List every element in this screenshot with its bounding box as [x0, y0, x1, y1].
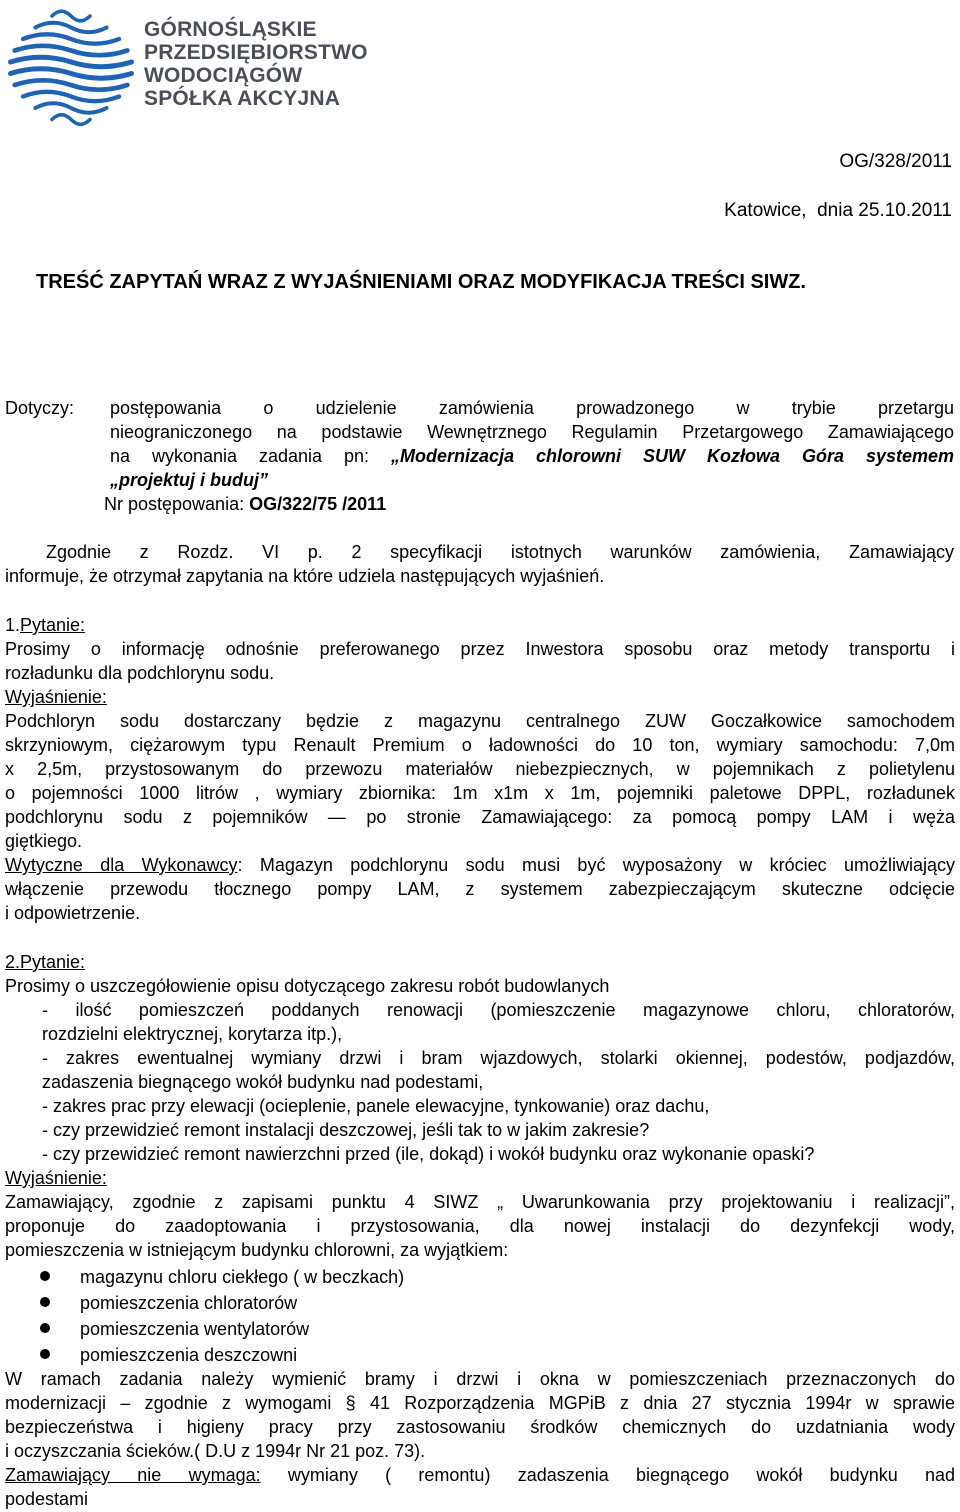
- q2-number: 2.: [5, 952, 21, 972]
- q1-guidelines-text: : Magazyn podchlorynu sodu musi być wyposażony w króciec umożliwiający: [237, 855, 955, 875]
- q2-requirement-2: modernizacji – zgodnie z wymogami § 41 Rozporządzenia MGPiB z dnia 27 stycznia 1994r w sprawie: [5, 1393, 955, 1413]
- wave-stroke: [35, 103, 106, 113]
- concerns-line-2: nieograniczonego na podstawie Wewnętrznego Regulamin Przetargowego Zamawiającego: [110, 422, 954, 442]
- q1-text-2: rozładunku dla podchlorynu sodu.: [5, 663, 275, 683]
- q1-answer-6: giętkiego.: [5, 831, 83, 851]
- logo-line-2: PRZEDSIĘBIORSTWO: [144, 41, 368, 64]
- wave-logo-icon: [6, 6, 136, 130]
- q2-detail-1b: rozdzielni elektrycznej, korytarza itp.),: [42, 1024, 343, 1044]
- wave-stroke: [23, 92, 119, 102]
- logo-line-4: SPÓŁKA AKCYJNA: [144, 87, 341, 110]
- q2-not-required-text: wymiany ( remontu) zadaszenia biegnącego wokół budynku nad: [260, 1465, 956, 1485]
- intro-line-2: informuje, że otrzymał zapytania na które udziela następujących wyjaśnień.: [5, 566, 605, 586]
- concerns-task-prefix: na wykonania zadania pn:: [110, 446, 392, 466]
- q2-requirement-4: i oczyszczania ścieków.( D.U z 1994r Nr 21 poz. 73).: [5, 1441, 426, 1461]
- logo-line-1: GÓRNOŚLĄSKIE: [144, 18, 317, 41]
- q2-requirement-3: bezpieczeństwa i higieny pracy przy zastosowaniu środków chemicznych do uzdatniania wody: [5, 1417, 955, 1437]
- q2-detail-4: - czy przewidzieć remont instalacji deszczowej, jeśli tak to w jakim zakresie?: [42, 1120, 650, 1140]
- procedure-number-line: [104, 492, 386, 516]
- list-item: magazynu chloru ciekłego ( w beczkach): [80, 1267, 405, 1287]
- q1-answer-4: o pojemności 1000 litrów , wymiary zbiornika: 1m x1m x 1m, pojemniki paletowe DPPL, rozładunek: [5, 783, 955, 803]
- q2-answer-label: Wyjaśnienie:: [5, 1168, 107, 1188]
- bullet-dot: [40, 1271, 50, 1281]
- bullet-dot: [40, 1297, 50, 1307]
- q2-detail-5: - czy przewidzieć remont nawierzchni przed (ile, dokąd) i wokół budynku oraz wykonanie opaski?: [42, 1144, 815, 1164]
- q2-detail-2a: - zakres ewentualnej wymiany drzwi i bram wjazdowych, stolarki okiennej, podestów, podjazdów,: [42, 1048, 955, 1068]
- task-name: „Modernizacja chlorowni SUW Kozłowa Góra systemem: [391, 446, 954, 466]
- task-name-cont: „projektuj i buduj”: [110, 470, 268, 490]
- q2-answer-3: pomieszczenia w istniejącym budynku chlorowni, za wyjątkiem:: [5, 1240, 509, 1260]
- list-item: pomieszczenia wentylatorów: [80, 1319, 310, 1339]
- company-logo: [6, 6, 366, 130]
- intro-line-1: Zgodnie z Rozdz. VI p. 2 specyfikacji istotnych warunków zamówienia, Zamawiający: [46, 542, 954, 562]
- q1-guidelines-3: i odpowietrzenie.: [5, 903, 141, 923]
- q1-answer-5: podchlorynu sodu z pojemników — po stronie Zamawiającego: za pomocą pompy LAM i węża: [5, 807, 955, 827]
- q2-answer-2: proponuje do zaadoptowania i przystosowania, dla nowej instalacji do dezynfekcji wody,: [5, 1216, 955, 1236]
- list-item: pomieszczenia deszczowni: [80, 1345, 298, 1365]
- wave-stroke: [11, 69, 132, 79]
- q1-answer-1: Podchloryn sodu dostarczany będzie z magazynu centralnego ZUW Goczałkowice samochodem: [5, 711, 955, 731]
- wave-stroke: [35, 23, 106, 33]
- document-reference: OG/328/2011: [839, 151, 952, 172]
- q1-heading: [5, 613, 85, 637]
- q2-heading: [5, 950, 85, 974]
- wave-stroke: [23, 34, 119, 44]
- procedure-number-label: Nr postępowania:: [104, 494, 250, 514]
- q1-guidelines-2: włączenie przewodu tłocznego pompy LAM, z systemem zabezpieczającym skuteczne odcięcie: [5, 879, 955, 899]
- q2-label: Pytanie:: [20, 952, 86, 972]
- q2-detail-1a: - ilość pomieszczeń poddanych renowacji (pomieszczenie magazynowe chloru, chloratorów,: [42, 1000, 955, 1020]
- q2-text-1: Prosimy o uszczegółowienie opisu dotyczącego zakresu robót budowlanych: [5, 976, 610, 996]
- q1-guidelines-label: Wytyczne dla Wykonawcy: [5, 855, 238, 875]
- concerns-line-1: postępowania o udzielenie zamówienia prowadzonego w trybie przetargu: [110, 398, 954, 418]
- wave-stroke: [15, 80, 128, 90]
- q2-not-required-label: Zamawiający nie wymaga:: [5, 1465, 261, 1485]
- q2-not-required-2: podestami: [5, 1489, 89, 1509]
- q1-guidelines-1: [5, 853, 955, 877]
- wave-stroke: [52, 11, 90, 21]
- logo-line-3: WODOCIĄGÓW: [144, 64, 303, 87]
- list-item: pomieszczenia chloratorów: [80, 1293, 298, 1313]
- bullet-dot: [40, 1349, 50, 1359]
- q1-answer-3: x 2,5m, przystosowanym do przewozu materiałów niebezpiecznych, w pojemnikach z polietylenu: [5, 759, 955, 779]
- q1-label: Pytanie:: [20, 615, 86, 635]
- wave-stroke: [15, 46, 128, 56]
- wave-stroke: [11, 57, 132, 67]
- q2-detail-2b: zadaszenia biegnącego wokół budynku nad podestami,: [42, 1072, 484, 1092]
- wave-stroke: [52, 115, 90, 125]
- q1-answer-2: skrzyniowym, ciężarowym typu Renault Premium o ładowności do 10 ton, wymiary samochodu: 7,0m: [5, 735, 955, 755]
- q1-number: 1.: [5, 615, 21, 635]
- q2-requirement-1: W ramach zadania należy wymienić bramy i drzwi i okna w pomieszczeniach przeznaczonych do: [5, 1369, 955, 1389]
- concerns-line-3: [110, 444, 954, 468]
- q2-detail-3: - zakres prac przy elewacji (ocieplenie, panele elewacyjne, tynkowanie) oraz dachu,: [42, 1096, 710, 1116]
- document-title: TREŚĆ ZAPYTAŃ WRAZ Z WYJAŚNIENIAMI ORAZ MODYFIKACJA TREŚCI SIWZ.: [36, 271, 806, 293]
- q2-not-required-1: [5, 1463, 955, 1487]
- concerns-label: Dotyczy:: [5, 398, 75, 418]
- q2-answer-1: Zamawiający, zgodnie z zapisami punktu 4 SIWZ „ Uwarunkowania przy projektowaniu i realizacji”,: [5, 1192, 955, 1212]
- bullet-dot: [40, 1323, 50, 1333]
- procedure-number: OG/322/75 /2011: [249, 494, 387, 514]
- q1-text-1: Prosimy o informację odnośnie preferowanego przez Inwestora sposobu oraz metody transportu i: [5, 639, 955, 659]
- q1-answer-label: Wyjaśnienie:: [5, 687, 107, 707]
- place-date: Katowice, dnia 25.10.2011: [724, 200, 952, 221]
